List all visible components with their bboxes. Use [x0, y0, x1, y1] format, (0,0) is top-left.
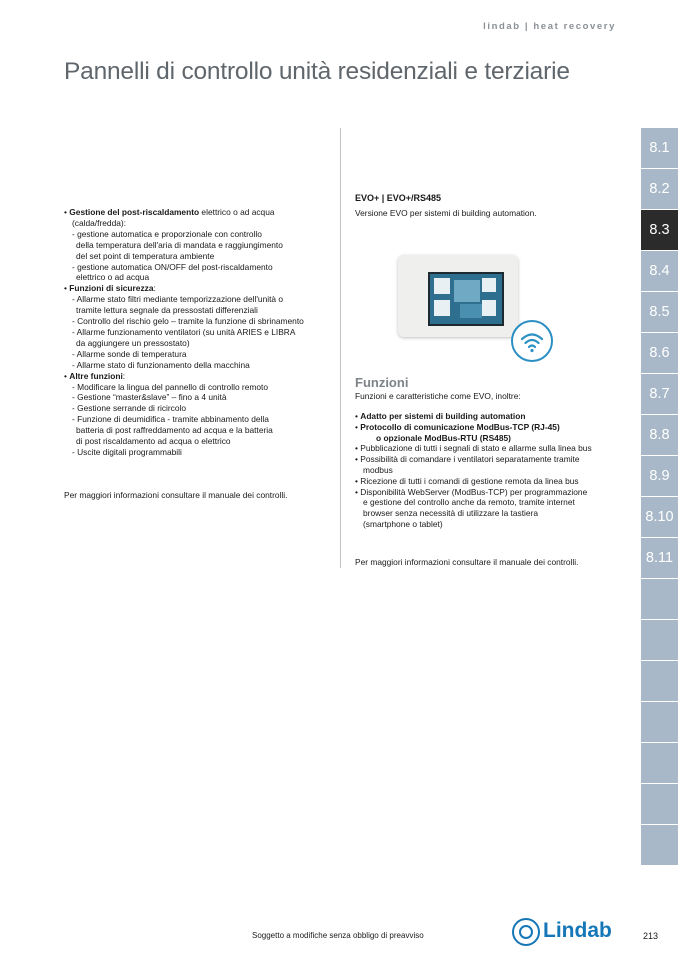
- bold-text: o opzionale ModBus-RTU (RS485): [376, 432, 511, 443]
- bold-text: Adatto per sistemi di building automation: [360, 411, 526, 421]
- bullet: •: [355, 486, 361, 497]
- list-line: [355, 476, 635, 487]
- bullet: •: [355, 411, 361, 421]
- line-text: - Allarme stato filtri mediante temporizzazione dell'unità o: [72, 294, 284, 305]
- tab-8-1[interactable]: 8.1: [641, 128, 678, 168]
- tab-8-9[interactable]: 8.9: [641, 456, 678, 496]
- chapter-tabs: [641, 128, 678, 866]
- list-line: [64, 251, 336, 262]
- line-text: tramite lettura segnale da pressostati differenziali: [76, 305, 258, 316]
- wifi-icon: [511, 320, 553, 362]
- line-text: (smartphone o tablet): [363, 518, 443, 529]
- tab-8-10[interactable]: 8.10: [641, 497, 678, 537]
- page-title: Pannelli di controllo unità residenziali e terziarie: [64, 58, 570, 85]
- logo-text: Lindab: [543, 919, 612, 942]
- tab-8-4[interactable]: 8.4: [641, 251, 678, 291]
- tab-empty: [641, 743, 678, 783]
- bold-text: Protocollo di comunicazione ModBus-TCP (RJ-45): [360, 421, 560, 432]
- list-line: [64, 447, 336, 458]
- list-line: [355, 487, 635, 498]
- list-line: [355, 433, 635, 444]
- list-line: [355, 454, 635, 465]
- tab-empty: [641, 702, 678, 742]
- list-line: [355, 465, 635, 476]
- line-text: Disponibilità WebServer (ModBus-TCP) per programmazione: [360, 486, 588, 497]
- line-text: e gestione del controllo anche da remoto, tramite internet: [363, 497, 575, 508]
- line-text: elettrico o ad acqua: [76, 272, 150, 283]
- device-image: [398, 255, 518, 337]
- list-line: [64, 414, 336, 425]
- page-header: lindab | heat recovery: [483, 21, 616, 32]
- bold-text: Gestione del post-riscaldamento: [69, 207, 200, 217]
- list-line: [64, 229, 336, 240]
- list-line: [64, 382, 336, 393]
- tab-empty: [641, 825, 678, 865]
- tab-8-6[interactable]: 8.6: [641, 333, 678, 373]
- tab-8-5[interactable]: 8.5: [641, 292, 678, 332]
- list-line: [64, 305, 336, 316]
- footer-note: Soggetto a modifiche senza obbligo di preavviso: [252, 931, 424, 940]
- bullet: •: [355, 475, 361, 486]
- list-line: [355, 422, 635, 433]
- tab-8-7[interactable]: 8.7: [641, 374, 678, 414]
- list-line: [64, 272, 336, 283]
- device-screen: [428, 272, 504, 326]
- line-text: :: [122, 370, 126, 381]
- tab-8-2[interactable]: 8.2: [641, 169, 678, 209]
- list-line: [64, 371, 336, 382]
- line-text: da aggiungere un pressostato): [76, 337, 190, 348]
- line-text: - Controllo del rischio gelo – tramite la funzione di sbrinamento: [72, 316, 304, 327]
- tab-empty: [641, 661, 678, 701]
- funzioni-title: Funzioni: [355, 375, 409, 390]
- line-text: di post riscaldamento ad acqua o elettrico: [76, 436, 231, 447]
- column-divider: [340, 128, 341, 568]
- left-feature-list: [64, 207, 336, 458]
- list-line: [64, 262, 336, 273]
- bullet: •: [64, 207, 70, 217]
- page-number: 213: [643, 931, 659, 941]
- line-text: - Allarme sonde di temperatura: [72, 348, 187, 359]
- list-line: [64, 425, 336, 436]
- tab-empty: [641, 620, 678, 660]
- tab-empty: [641, 784, 678, 824]
- line-text: elettrico o ad acqua: [199, 207, 275, 217]
- bullet: •: [355, 421, 361, 432]
- list-line: [64, 316, 336, 327]
- funzioni-subtitle: Funzioni e caratteristiche come EVO, inoltre:: [355, 391, 521, 401]
- list-line: [64, 294, 336, 305]
- line-text: - Allarme funzionamento ventilatori (su unità ARIES e LIBRA: [72, 326, 296, 337]
- line-text: - Gestione “master&slave” – fino a 4 unità: [72, 392, 227, 403]
- list-line: [355, 519, 635, 530]
- line-text: - gestione automatica e proporzionale con controllo: [72, 228, 262, 239]
- list-line: [64, 392, 336, 403]
- right-feature-list: [355, 411, 635, 530]
- line-text: - Modificare la lingua del pannello di controllo remoto: [72, 381, 268, 392]
- line-text: della temperatura dell'aria di mandata e raggiungimento: [76, 239, 283, 250]
- list-line: [64, 360, 336, 371]
- line-text: - gestione automatica ON/OFF del post-riscaldamento: [72, 261, 273, 272]
- line-text: - Funzione di deumidifica - tramite abbinamento della: [72, 414, 269, 425]
- line-text: browser senza necessità di utilizzare la tastiera: [363, 508, 539, 519]
- list-line: [64, 436, 336, 447]
- line-text: modbus: [363, 464, 393, 475]
- line-text: - Uscite digitali programmabili: [72, 446, 182, 457]
- list-line: [64, 338, 336, 349]
- product-subheading: Versione EVO per sistemi di building automation.: [355, 208, 537, 218]
- tab-8-8[interactable]: 8.8: [641, 415, 678, 455]
- list-line: [355, 508, 635, 519]
- line-text: del set point di temperatura ambiente: [76, 250, 215, 261]
- tab-8-11[interactable]: 8.11: [641, 538, 678, 578]
- line-text: Possibilità di comandare i ventilatori separatamente tramite: [360, 454, 580, 465]
- bold-text: Altre funzioni: [69, 370, 123, 381]
- list-line: [355, 411, 635, 422]
- list-line: [64, 327, 336, 338]
- list-line: [64, 403, 336, 414]
- list-line: [64, 207, 336, 218]
- line-text: batteria di post raffreddamento ad acqua e la batteria: [76, 425, 273, 436]
- list-line: [64, 283, 336, 294]
- bullet: •: [355, 443, 361, 454]
- right-note: Per maggiori informazioni consultare il manuale dei controlli.: [355, 557, 579, 567]
- product-heading: EVO+ | EVO+/RS485: [355, 193, 442, 203]
- left-note: Per maggiori informazioni consultare il manuale dei controlli.: [64, 490, 288, 500]
- bullet: •: [64, 370, 70, 381]
- tab-8-3[interactable]: 8.3: [641, 210, 678, 250]
- line-text: Ricezione di tutti i comandi di gestione remota da linea bus: [360, 475, 579, 486]
- list-line: [64, 349, 336, 360]
- bold-text: Funzioni di sicurezza: [69, 283, 154, 294]
- line-text: :: [153, 283, 156, 294]
- tab-empty: [641, 579, 678, 619]
- list-line: [64, 218, 336, 229]
- bullet: •: [355, 454, 361, 465]
- line-text: (calda/fredda):: [72, 217, 126, 228]
- line-text: - Allarme stato di funzionamento della macchina: [72, 359, 250, 370]
- list-line: [355, 443, 635, 454]
- bullet: •: [64, 283, 70, 294]
- lindab-logo: [512, 918, 612, 950]
- list-line: [355, 497, 635, 508]
- list-line: [64, 240, 336, 251]
- line-text: - Gestione serrande di ricircolo: [72, 403, 187, 414]
- line-text: Pubblicazione di tutti i segnali di stato e allarme sulla linea bus: [360, 443, 592, 454]
